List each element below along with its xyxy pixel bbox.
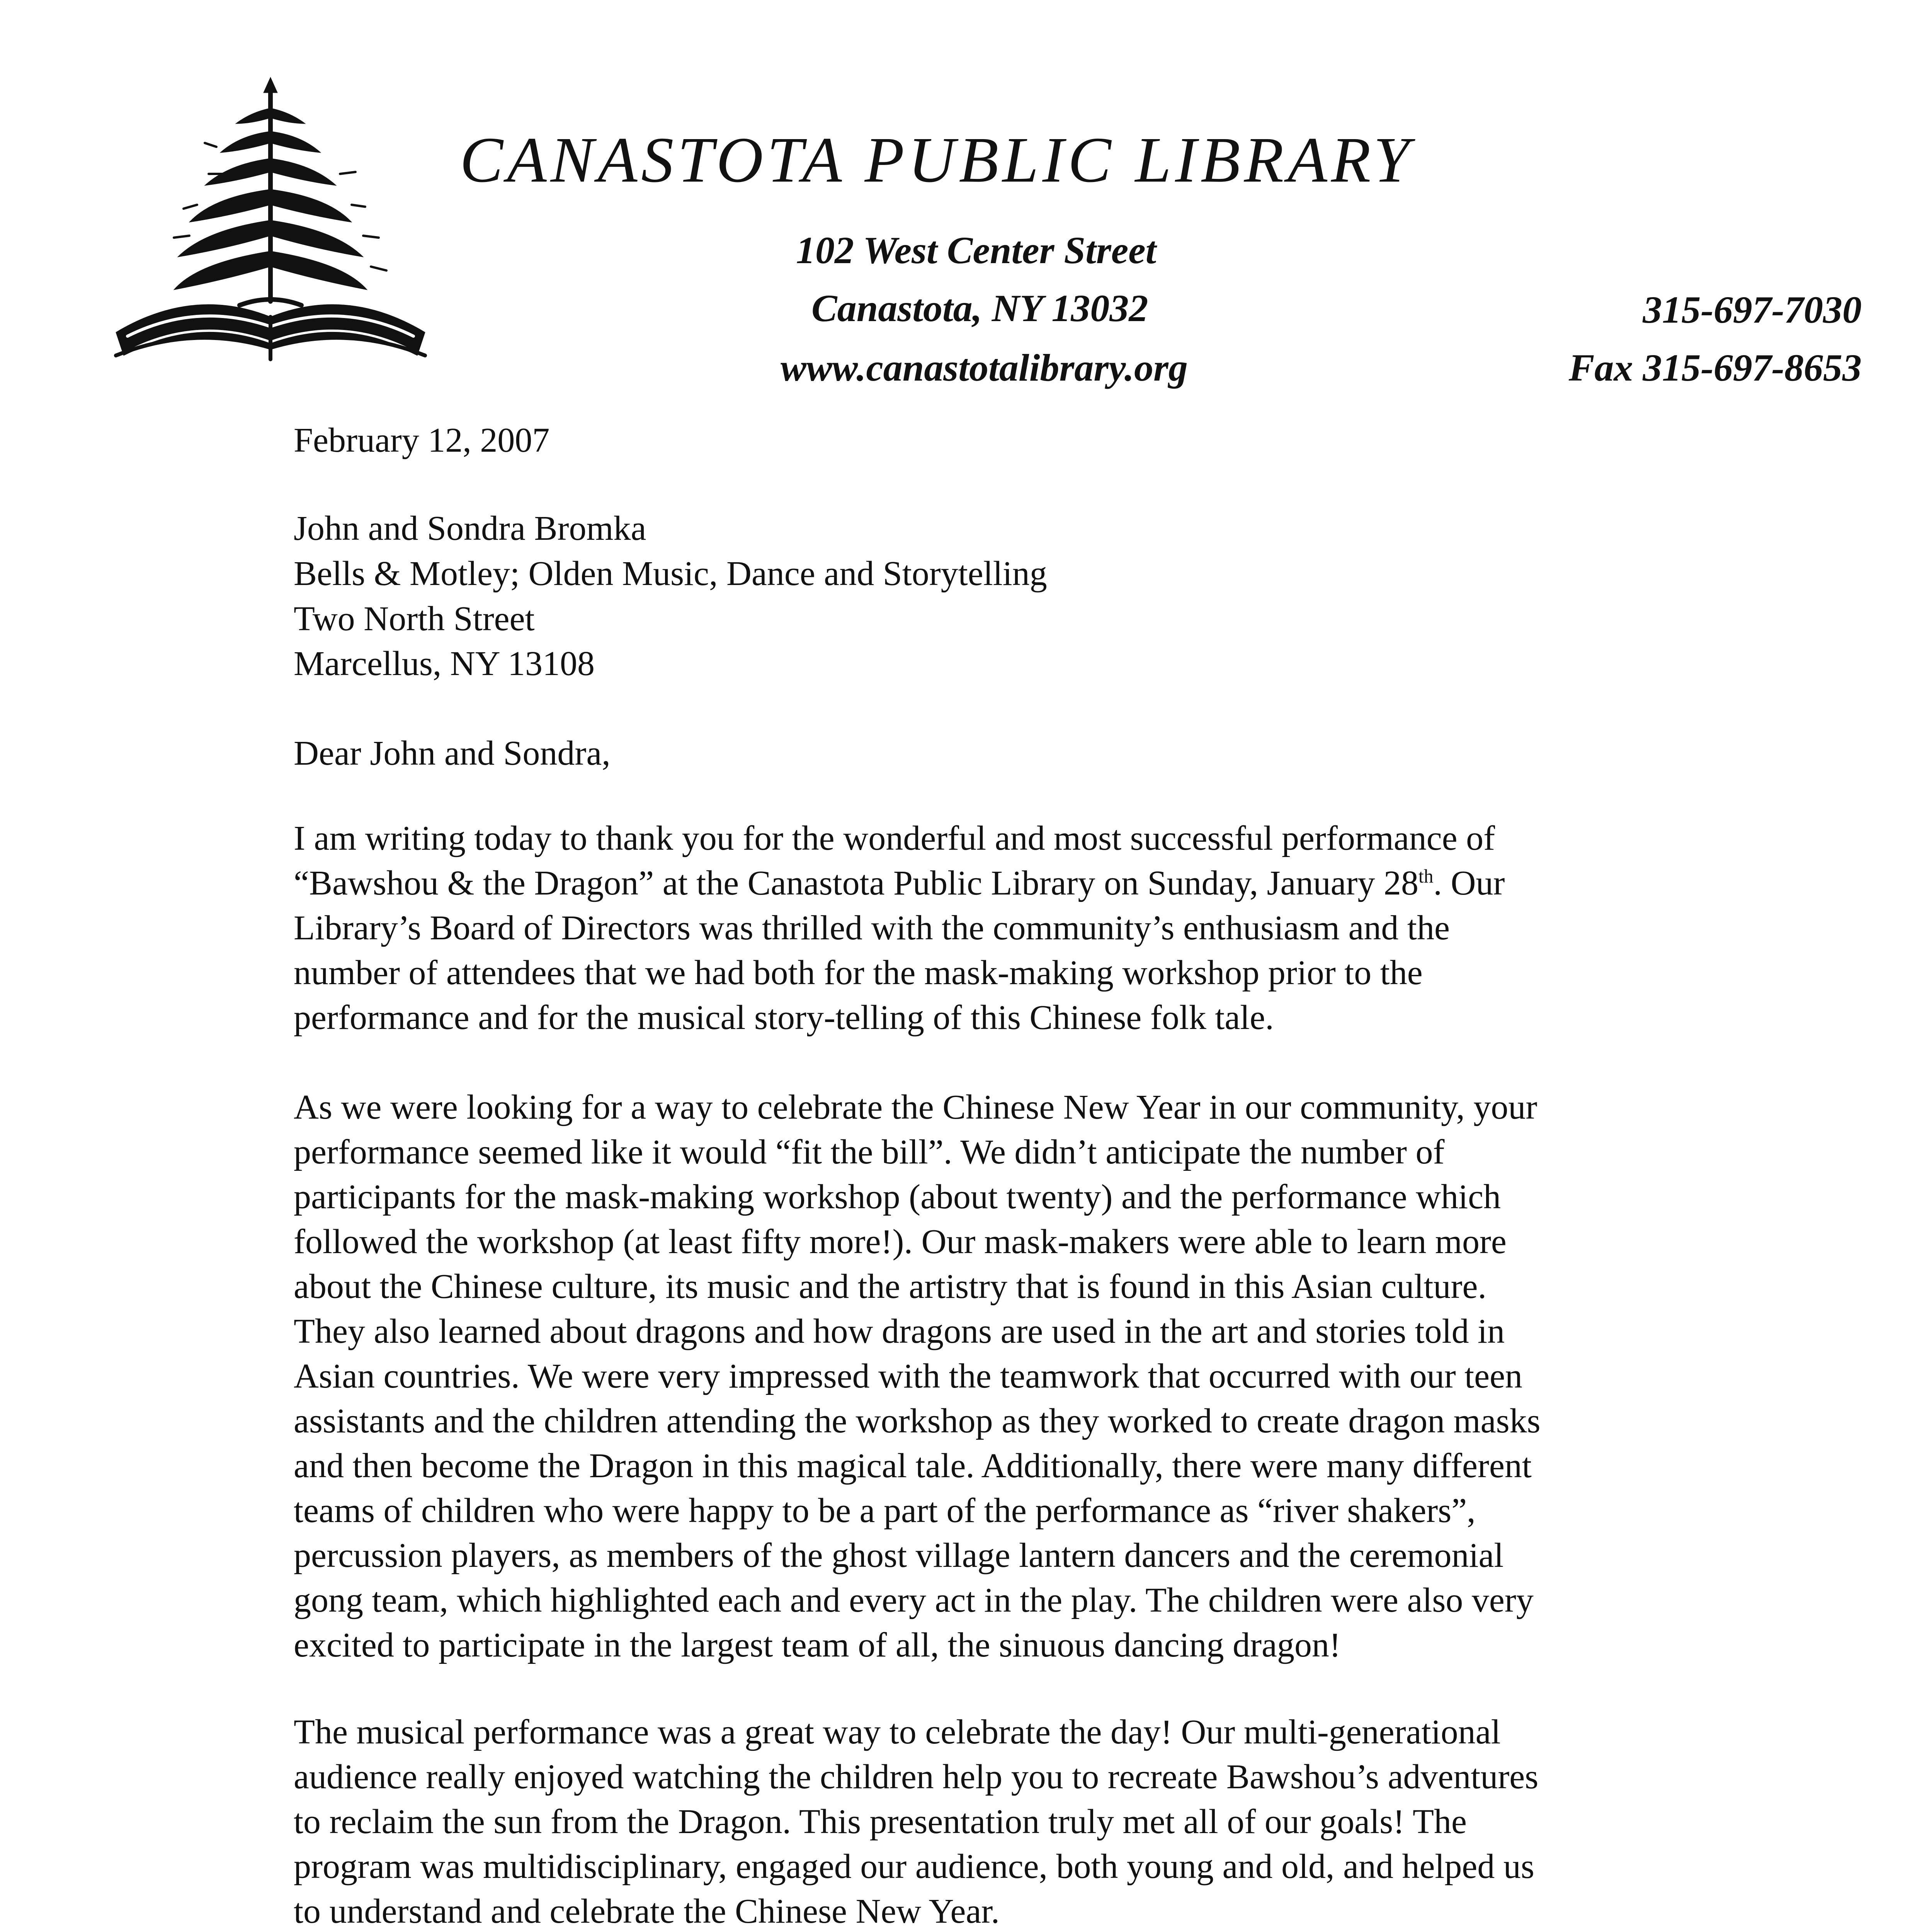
paragraph-line-text: . Our <box>1433 864 1505 902</box>
paragraph-line: They also learned about dragons and how dragons are used in the art and stories told in <box>294 1312 1505 1350</box>
recipient-line: Bells & Motley; Olden Music, Dance and Storytelling <box>294 554 1047 593</box>
paragraph-line: assistants and the children attending the workshop as they worked to create dragon masks <box>294 1402 1541 1440</box>
paragraph-line: to reclaim the sun from the Dragon. This presentation truly met all of our goals! The <box>294 1803 1467 1841</box>
body-paragraph-2 <box>294 1085 1731 1668</box>
paragraph-line: audience really enjoyed watching the children help you to recreate Bawshou’s adventures <box>294 1758 1539 1796</box>
recipient-line: Marcellus, NY 13108 <box>294 645 595 683</box>
recipient-line: Two North Street <box>294 600 535 638</box>
paragraph-line: about the Chinese culture, its music and the artistry that is found in this Asian culture. <box>294 1267 1486 1306</box>
paragraph-line: Library’s Board of Directors was thrilled with the community’s enthusiasm and the <box>294 909 1450 947</box>
paragraph-line: followed the workshop (at least fifty more!). Our mask-makers were able to learn more <box>294 1223 1507 1261</box>
body-paragraph-1 <box>294 816 1731 1040</box>
letter-date: February 12, 2007 <box>294 421 550 459</box>
recipient-line: John and Sondra Bromka <box>294 509 646 548</box>
paragraph-line: number of attendees that we had both for the mask-making workshop prior to the <box>294 954 1423 992</box>
paragraph-line: program was multidisciplinary, engaged our audience, both young and old, and helped us <box>294 1847 1534 1886</box>
paragraph-line: performance seemed like it would “fit the bill”. We didn’t anticipate the number of <box>294 1133 1445 1171</box>
greeting: Dear John and Sondra, <box>294 734 611 772</box>
ordinal-suffix: th <box>1418 866 1434 887</box>
paragraph-line: gong team, which highlighted each and every act in the play. The children were also very <box>294 1581 1534 1619</box>
library-city-state-zip: Canastota, NY 13032 <box>811 287 1148 330</box>
paragraph-line: The musical performance was a great way to celebrate the day! Our multi-generational <box>294 1713 1501 1751</box>
paragraph-line: to understand and celebrate the Chinese New Year. <box>294 1892 1000 1930</box>
paragraph-line: As we were looking for a way to celebrate the Chinese New Year in our community, your <box>294 1088 1537 1126</box>
paragraph-line <box>294 861 1731 906</box>
library-fax: Fax 315-697-8653 <box>1568 346 1862 389</box>
library-name: CANASTOTA PUBLIC LIBRARY <box>460 124 1413 196</box>
pine-tree-on-open-book-icon <box>100 66 440 375</box>
paragraph-line: I am writing today to thank you for the wonderful and most successful performance of <box>294 819 1495 857</box>
paragraph-line: and then become the Dragon in this magical tale. Additionally, there were many different <box>294 1447 1532 1485</box>
paragraph-line: performance and for the musical story-telling of this Chinese folk tale. <box>294 998 1274 1037</box>
paragraph-line: Asian countries. We were very impressed with the teamwork that occurred with our teen <box>294 1357 1523 1395</box>
library-street-address: 102 West Center Street <box>796 229 1156 272</box>
paragraph-line: participants for the mask-making workshop (about twenty) and the performance which <box>294 1178 1501 1216</box>
paragraph-line-text: “Bawshou & the Dragon” at the Canastota Public Library on Sunday, January 28 <box>294 864 1418 902</box>
body-paragraph-3 <box>294 1710 1731 1932</box>
library-website: www.canastotalibrary.org <box>781 346 1188 389</box>
paragraph-line: teams of children who were happy to be a part of the performance as “river shakers”, <box>294 1492 1476 1530</box>
library-phone: 315-697-7030 <box>1643 288 1862 331</box>
paragraph-line: percussion players, as members of the ghost village lantern dancers and the ceremonial <box>294 1536 1504 1575</box>
paragraph-line: excited to participate in the largest team of all, the sinuous dancing dragon! <box>294 1626 1341 1664</box>
